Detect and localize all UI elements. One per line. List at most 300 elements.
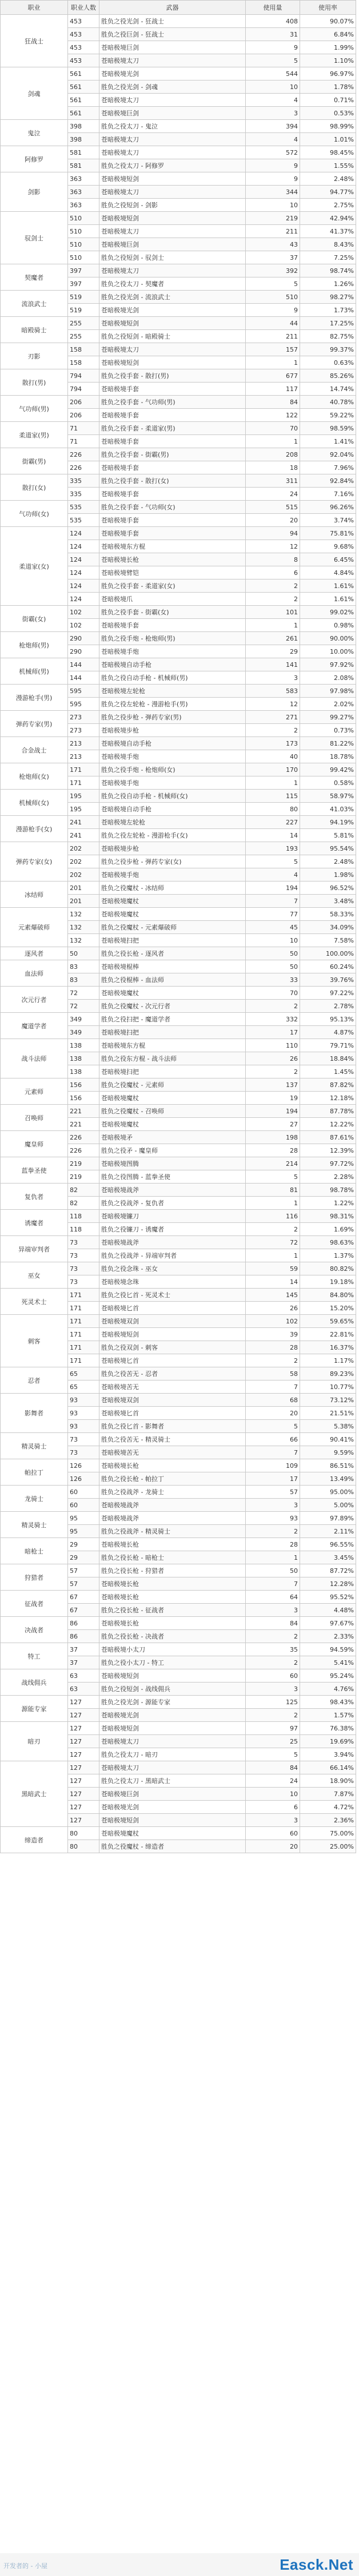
weapon-cell: 苍暗极境魔杖 xyxy=(99,1118,246,1131)
rate-cell: 60.24% xyxy=(300,960,356,973)
players-cell: 95 xyxy=(68,1512,99,1525)
weapon-cell: 胜负之役魔杖 - 元素师 xyxy=(99,1078,246,1092)
table-row xyxy=(1,1184,356,1197)
usage-cell: 14 xyxy=(246,1275,300,1289)
usage-cell: 2 xyxy=(246,1656,300,1669)
usage-cell: 193 xyxy=(246,842,300,855)
weapon-cell: 胜负之役太刀 - 暗刃 xyxy=(99,1748,246,1761)
players-cell: 335 xyxy=(68,488,99,501)
usage-cell: 26 xyxy=(246,1302,300,1315)
weapon-cell: 胜负之役长枪 - 暗枪士 xyxy=(99,1551,246,1564)
rate-cell: 59.65% xyxy=(300,1315,356,1328)
players-cell: 581 xyxy=(68,159,99,172)
weapon-cell: 苍暗极境手炮 xyxy=(99,645,246,658)
usage-cell: 28 xyxy=(246,1144,300,1157)
table-row xyxy=(1,396,356,409)
class-name-cell: 狩猎者 xyxy=(1,1564,68,1591)
usage-cell: 9 xyxy=(246,41,300,54)
players-cell: 201 xyxy=(68,895,99,908)
table-row xyxy=(1,763,356,776)
rate-cell: 10.77% xyxy=(300,1380,356,1394)
class-name-cell: 魔皇师 xyxy=(1,1131,68,1157)
rate-cell: 75.00% xyxy=(300,1827,356,1840)
usage-cell: 2 xyxy=(246,593,300,606)
players-cell: 195 xyxy=(68,803,99,816)
weapon-cell: 胜负之役光剑 - 狂战士 xyxy=(99,15,246,28)
usage-cell: 60 xyxy=(246,1827,300,1840)
rate-cell: 22.81% xyxy=(300,1328,356,1341)
usage-cell: 5 xyxy=(246,277,300,291)
usage-cell: 70 xyxy=(246,422,300,435)
rate-cell: 13.49% xyxy=(300,1472,356,1486)
usage-cell: 81 xyxy=(246,1184,300,1197)
usage-cell: 20 xyxy=(246,514,300,527)
weapon-cell: 苍暗极境巨剑 xyxy=(99,1788,246,1801)
class-name-cell: 弹药专家(男) xyxy=(1,711,68,737)
players-cell: 82 xyxy=(68,1197,99,1210)
usage-cell: 20 xyxy=(246,1840,300,1853)
players-cell: 126 xyxy=(68,1459,99,1472)
rate-cell: 41.37% xyxy=(300,225,356,238)
rate-cell: 97.72% xyxy=(300,1157,356,1170)
players-cell: 124 xyxy=(68,579,99,593)
weapon-cell: 苍暗极境光剑 xyxy=(99,67,246,80)
players-cell: 397 xyxy=(68,277,99,291)
class-name-cell: 散打(男) xyxy=(1,369,68,396)
rate-cell: 9.59% xyxy=(300,1446,356,1459)
players-cell: 202 xyxy=(68,868,99,882)
rate-cell: 12.18% xyxy=(300,1092,356,1105)
table-row xyxy=(1,1827,356,1840)
weapon-cell: 苍暗极境魔杖 xyxy=(99,908,246,921)
usage-cell: 583 xyxy=(246,685,300,698)
table-row xyxy=(1,1459,356,1472)
players-cell: 171 xyxy=(68,1289,99,1302)
class-name-cell: 弹药专家(女) xyxy=(1,842,68,882)
table-row xyxy=(1,291,356,304)
players-cell: 132 xyxy=(68,921,99,934)
usage-cell: 17 xyxy=(246,1472,300,1486)
players-cell: 73 xyxy=(68,1262,99,1275)
rate-cell: 87.61% xyxy=(300,1131,356,1144)
weapon-cell: 胜负之役太刀 - 鬼泣 xyxy=(99,120,246,133)
rate-cell: 2.33% xyxy=(300,1630,356,1643)
weapon-cell: 苍暗极境图腾 xyxy=(99,1157,246,1170)
weapon-cell: 胜负之役手套 - 气功师(女) xyxy=(99,501,246,514)
weapon-cell: 苍暗极境自动手枪 xyxy=(99,803,246,816)
rate-cell: 1.99% xyxy=(300,41,356,54)
rate-cell: 34.09% xyxy=(300,921,356,934)
usage-cell: 5 xyxy=(246,855,300,868)
table-row xyxy=(1,448,356,461)
usage-cell: 137 xyxy=(246,1078,300,1092)
usage-cell: 219 xyxy=(246,212,300,225)
usage-cell: 510 xyxy=(246,291,300,304)
rate-cell: 1.37% xyxy=(300,1249,356,1262)
rate-cell: 98.74% xyxy=(300,264,356,277)
table-row xyxy=(1,1722,356,1735)
weapon-cell: 胜负之役长枪 - 征战者 xyxy=(99,1604,246,1617)
rate-cell: 4.72% xyxy=(300,1801,356,1814)
class-name-cell: 决战者 xyxy=(1,1617,68,1643)
class-name-cell: 枪炮师(男) xyxy=(1,632,68,658)
class-name-cell: 影舞者 xyxy=(1,1394,68,1433)
weapon-cell: 苍暗极境巨剑 xyxy=(99,238,246,251)
players-cell: 195 xyxy=(68,790,99,803)
players-cell: 241 xyxy=(68,816,99,829)
weapon-cell: 苍暗极境手套 xyxy=(99,409,246,422)
weapon-cell: 苍暗极境手套 xyxy=(99,383,246,396)
weapon-cell: 胜负之役步枪 - 弹药专家(男) xyxy=(99,711,246,724)
usage-cell: 39 xyxy=(246,1328,300,1341)
players-cell: 156 xyxy=(68,1092,99,1105)
rate-cell: 96.26% xyxy=(300,501,356,514)
rate-cell: 1.57% xyxy=(300,1709,356,1722)
rate-cell: 18.84% xyxy=(300,1052,356,1065)
weapon-cell: 苍暗极境长枪 xyxy=(99,1459,246,1472)
players-cell: 127 xyxy=(68,1696,99,1709)
players-cell: 171 xyxy=(68,763,99,776)
players-cell: 397 xyxy=(68,264,99,277)
rate-cell: 14.74% xyxy=(300,383,356,396)
usage-cell: 116 xyxy=(246,1210,300,1223)
usage-cell: 1 xyxy=(246,356,300,369)
class-name-cell: 机械师(女) xyxy=(1,790,68,816)
usage-cell: 101 xyxy=(246,606,300,619)
usage-cell: 64 xyxy=(246,1591,300,1604)
players-cell: 561 xyxy=(68,107,99,120)
players-cell: 93 xyxy=(68,1407,99,1420)
weapon-cell: 胜负之役战斧 - 异端审判者 xyxy=(99,1249,246,1262)
table-row xyxy=(1,1289,356,1302)
table-row xyxy=(1,947,356,960)
usage-cell: 70 xyxy=(246,987,300,1000)
usage-cell: 5 xyxy=(246,1748,300,1761)
table-row xyxy=(1,264,356,277)
rate-cell: 99.42% xyxy=(300,763,356,776)
rate-cell: 99.02% xyxy=(300,606,356,619)
rate-cell: 7.58% xyxy=(300,934,356,947)
usage-cell: 27 xyxy=(246,1118,300,1131)
table-body xyxy=(1,15,356,1853)
rate-cell: 4.87% xyxy=(300,1026,356,1039)
class-name-cell: 龙骑士 xyxy=(1,1486,68,1512)
usage-cell: 24 xyxy=(246,488,300,501)
rate-cell: 1.61% xyxy=(300,593,356,606)
weapon-cell: 胜负之役魔杖 - 次元行者 xyxy=(99,1000,246,1013)
usage-cell: 145 xyxy=(246,1289,300,1302)
class-name-cell: 机械师(男) xyxy=(1,658,68,685)
class-name-cell: 契魔者 xyxy=(1,264,68,291)
weapon-cell: 胜负之役手套 - 散打(男) xyxy=(99,369,246,383)
table-row xyxy=(1,658,356,671)
rate-cell: 97.98% xyxy=(300,685,356,698)
weapon-cell: 苍暗极境战斧 xyxy=(99,1512,246,1525)
players-cell: 57 xyxy=(68,1564,99,1577)
weapon-cell: 苍暗极境手炮 xyxy=(99,776,246,790)
usage-cell: 72 xyxy=(246,1236,300,1249)
players-cell: 206 xyxy=(68,409,99,422)
weapon-cell: 胜负之役自动手枪 - 机械师(男) xyxy=(99,671,246,685)
class-name-cell: 合金战士 xyxy=(1,737,68,763)
rate-cell: 97.67% xyxy=(300,1617,356,1630)
rate-cell: 84.80% xyxy=(300,1289,356,1302)
usage-cell: 6 xyxy=(246,566,300,579)
table-header-row xyxy=(1,1,356,15)
usage-cell: 344 xyxy=(246,186,300,199)
weapon-cell: 苍暗极境战斧 xyxy=(99,1236,246,1249)
usage-cell: 35 xyxy=(246,1643,300,1656)
table-row xyxy=(1,882,356,895)
class-name-cell: 柔道家(男) xyxy=(1,422,68,448)
rate-cell: 1.69% xyxy=(300,1223,356,1236)
weapon-cell: 苍暗极境手套 xyxy=(99,461,246,474)
usage-cell: 12 xyxy=(246,698,300,711)
table-row xyxy=(1,1013,356,1026)
players-cell: 363 xyxy=(68,199,99,212)
weapon-cell: 苍暗极境光剑 xyxy=(99,1709,246,1722)
weapon-cell: 胜负之役手套 - 散打(女) xyxy=(99,474,246,488)
usage-cell: 58 xyxy=(246,1367,300,1380)
rate-cell: 95.00% xyxy=(300,1486,356,1499)
weapon-cell: 苍暗极境太刀 xyxy=(99,343,246,356)
rate-cell: 1.17% xyxy=(300,1354,356,1367)
table-row xyxy=(1,120,356,133)
rate-cell: 73.12% xyxy=(300,1394,356,1407)
class-name-cell: 刺客 xyxy=(1,1315,68,1367)
weapon-cell: 苍暗极境手套 xyxy=(99,435,246,448)
rate-cell: 2.11% xyxy=(300,1525,356,1538)
usage-cell: 84 xyxy=(246,396,300,409)
players-cell: 595 xyxy=(68,685,99,698)
weapon-cell: 胜负之役魔杖 - 冰结师 xyxy=(99,882,246,895)
weapon-cell: 苍暗极境长枪 xyxy=(99,1617,246,1630)
rate-cell: 81.22% xyxy=(300,737,356,750)
players-cell: 241 xyxy=(68,829,99,842)
weapon-cell: 胜负之役战斧 - 精灵骑士 xyxy=(99,1525,246,1538)
usage-cell: 2 xyxy=(246,1525,300,1538)
usage-cell: 60 xyxy=(246,1669,300,1683)
weapon-cell: 胜负之役太刀 - 契魔者 xyxy=(99,277,246,291)
players-cell: 124 xyxy=(68,540,99,553)
table-row xyxy=(1,1564,356,1577)
weapon-cell: 苍暗极境太刀 xyxy=(99,54,246,67)
weapon-cell: 苍暗极境矛 xyxy=(99,1131,246,1144)
players-cell: 72 xyxy=(68,987,99,1000)
players-cell: 37 xyxy=(68,1643,99,1656)
players-cell: 290 xyxy=(68,645,99,658)
class-name-cell: 剑影 xyxy=(1,172,68,212)
players-cell: 561 xyxy=(68,67,99,80)
class-name-cell: 源能专家 xyxy=(1,1696,68,1722)
players-cell: 127 xyxy=(68,1774,99,1788)
weapon-cell: 胜负之役长枪 - 逐风者 xyxy=(99,947,246,960)
players-cell: 127 xyxy=(68,1748,99,1761)
usage-cell: 43 xyxy=(246,238,300,251)
table-row xyxy=(1,1617,356,1630)
table-row xyxy=(1,146,356,159)
players-cell: 144 xyxy=(68,658,99,671)
usage-cell: 20 xyxy=(246,1407,300,1420)
rate-cell: 7.25% xyxy=(300,251,356,264)
players-cell: 206 xyxy=(68,396,99,409)
weapon-cell: 苍暗极境苦无 xyxy=(99,1380,246,1394)
rate-cell: 3.74% xyxy=(300,514,356,527)
usage-cell: 8 xyxy=(246,553,300,566)
weapon-cell: 苍暗极境长枪 xyxy=(99,1577,246,1591)
rate-cell: 89.23% xyxy=(300,1367,356,1380)
weapon-cell: 苍暗极境匕首 xyxy=(99,1302,246,1315)
players-cell: 73 xyxy=(68,1236,99,1249)
weapon-cell: 胜负之役图腾 - 蓝拳圣使 xyxy=(99,1170,246,1184)
weapon-cell: 苍暗极境双剑 xyxy=(99,1315,246,1328)
usage-cell: 2 xyxy=(246,1223,300,1236)
rate-cell: 2.48% xyxy=(300,172,356,186)
weapon-cell: 胜负之役巨剑 - 狂战士 xyxy=(99,28,246,41)
rate-cell: 95.13% xyxy=(300,1013,356,1026)
class-name-cell: 气功师(女) xyxy=(1,501,68,527)
rate-cell: 12.22% xyxy=(300,1118,356,1131)
players-cell: 50 xyxy=(68,947,99,960)
usage-cell: 214 xyxy=(246,1157,300,1170)
weapon-cell: 胜负之役手套 - 柔道家(女) xyxy=(99,579,246,593)
class-name-cell: 暗刃 xyxy=(1,1722,68,1761)
players-cell: 132 xyxy=(68,934,99,947)
class-name-cell: 阿修罗 xyxy=(1,146,68,172)
players-cell: 138 xyxy=(68,1065,99,1078)
table-row xyxy=(1,1367,356,1380)
usage-cell: 2 xyxy=(246,1065,300,1078)
table-row xyxy=(1,67,356,80)
usage-cell: 66 xyxy=(246,1433,300,1446)
table-row xyxy=(1,1394,356,1407)
usage-cell: 97 xyxy=(246,1722,300,1735)
players-cell: 561 xyxy=(68,80,99,94)
usage-cell: 59 xyxy=(246,1262,300,1275)
rate-cell: 98.59% xyxy=(300,422,356,435)
usage-cell: 102 xyxy=(246,1315,300,1328)
players-cell: 363 xyxy=(68,186,99,199)
usage-cell: 7 xyxy=(246,1577,300,1591)
weapon-cell: 苍暗极境匕首 xyxy=(99,1407,246,1420)
rate-cell: 94.59% xyxy=(300,1643,356,1656)
weapon-cell: 苍暗极境魔杖 xyxy=(99,987,246,1000)
usage-cell: 17 xyxy=(246,1026,300,1039)
class-name-cell: 刃影 xyxy=(1,343,68,369)
players-cell: 581 xyxy=(68,146,99,159)
weapon-cell: 苍暗极境魔杖 xyxy=(99,895,246,908)
table-row xyxy=(1,1696,356,1709)
weapon-cell: 苍暗极境步枪 xyxy=(99,842,246,855)
players-cell: 595 xyxy=(68,698,99,711)
weapon-cell: 苍暗极境短剑 xyxy=(99,356,246,369)
table-row xyxy=(1,685,356,698)
class-name-cell: 特工 xyxy=(1,1643,68,1669)
rate-cell: 42.94% xyxy=(300,212,356,225)
weapon-cell: 苍暗极境长枪 xyxy=(99,1591,246,1604)
rate-cell: 6.84% xyxy=(300,28,356,41)
players-cell: 127 xyxy=(68,1801,99,1814)
usage-cell: 109 xyxy=(246,1459,300,1472)
rate-cell: 86.51% xyxy=(300,1459,356,1472)
weapon-cell: 苍暗极境镰刀 xyxy=(99,1210,246,1223)
rate-cell: 10.00% xyxy=(300,645,356,658)
usage-cell: 544 xyxy=(246,67,300,80)
weapon-cell: 胜负之役苦无 - 忍者 xyxy=(99,1367,246,1380)
usage-cell: 7 xyxy=(246,1446,300,1459)
weapon-cell: 胜负之役小太刀 - 特工 xyxy=(99,1656,246,1669)
weapon-cell: 胜负之役太刀 - 黑暗武士 xyxy=(99,1774,246,1788)
class-name-cell: 漫游枪手(女) xyxy=(1,816,68,842)
players-cell: 273 xyxy=(68,724,99,737)
rate-cell: 0.63% xyxy=(300,356,356,369)
rate-cell: 5.41% xyxy=(300,1656,356,1669)
usage-cell: 311 xyxy=(246,474,300,488)
weapon-cell: 胜负之役短剑 - 剑影 xyxy=(99,199,246,212)
rate-cell: 7.87% xyxy=(300,1788,356,1801)
players-cell: 453 xyxy=(68,54,99,67)
weapon-cell: 胜负之役手炮 - 枪炮师(女) xyxy=(99,763,246,776)
usage-cell: 1 xyxy=(246,1551,300,1564)
rate-cell: 98.78% xyxy=(300,1184,356,1197)
class-name-cell: 元素爆破师 xyxy=(1,908,68,947)
table-row xyxy=(1,1105,356,1118)
class-name-cell: 蓝拳圣使 xyxy=(1,1157,68,1184)
rate-cell: 95.54% xyxy=(300,842,356,855)
weapon-cell: 胜负之役左轮枪 - 漫游枪手(男) xyxy=(99,698,246,711)
players-cell: 29 xyxy=(68,1538,99,1551)
rate-cell: 0.73% xyxy=(300,724,356,737)
weapon-cell: 苍暗极境太刀 xyxy=(99,1761,246,1774)
usage-cell: 57 xyxy=(246,1486,300,1499)
class-name-cell: 复仇者 xyxy=(1,1184,68,1210)
players-cell: 73 xyxy=(68,1275,99,1289)
table-row xyxy=(1,422,356,435)
players-cell: 124 xyxy=(68,527,99,540)
usage-cell: 141 xyxy=(246,658,300,671)
players-cell: 86 xyxy=(68,1617,99,1630)
players-cell: 124 xyxy=(68,553,99,566)
usage-cell: 29 xyxy=(246,645,300,658)
rate-cell: 1.55% xyxy=(300,159,356,172)
rate-cell: 94.77% xyxy=(300,186,356,199)
players-cell: 171 xyxy=(68,1354,99,1367)
weapon-cell: 苍暗极境短剑 xyxy=(99,1814,246,1827)
rate-cell: 5.00% xyxy=(300,1499,356,1512)
players-cell: 202 xyxy=(68,855,99,868)
usage-cell: 1 xyxy=(246,1197,300,1210)
weapon-cell: 胜负之役左轮枪 - 漫游枪手(女) xyxy=(99,829,246,842)
players-cell: 37 xyxy=(68,1656,99,1669)
players-cell: 219 xyxy=(68,1170,99,1184)
usage-cell: 2 xyxy=(246,724,300,737)
players-cell: 510 xyxy=(68,238,99,251)
rate-cell: 90.07% xyxy=(300,15,356,28)
rate-cell: 96.55% xyxy=(300,1538,356,1551)
weapon-cell: 苍暗极境东方棍 xyxy=(99,1039,246,1052)
weapon-cell: 苍暗极境扫把 xyxy=(99,1026,246,1039)
class-name-cell: 街霸(女) xyxy=(1,606,68,632)
class-name-cell: 枪炮师(女) xyxy=(1,763,68,790)
table-row xyxy=(1,816,356,829)
players-cell: 65 xyxy=(68,1380,99,1394)
class-name-cell: 冰结师 xyxy=(1,882,68,908)
weapon-cell: 胜负之役光剑 - 剑魂 xyxy=(99,80,246,94)
weapon-cell: 胜负之役手炮 - 枪炮师(男) xyxy=(99,632,246,645)
players-cell: 561 xyxy=(68,94,99,107)
watermark-text: 开发者的 - 小屋 xyxy=(3,2562,47,2570)
players-cell: 255 xyxy=(68,330,99,343)
